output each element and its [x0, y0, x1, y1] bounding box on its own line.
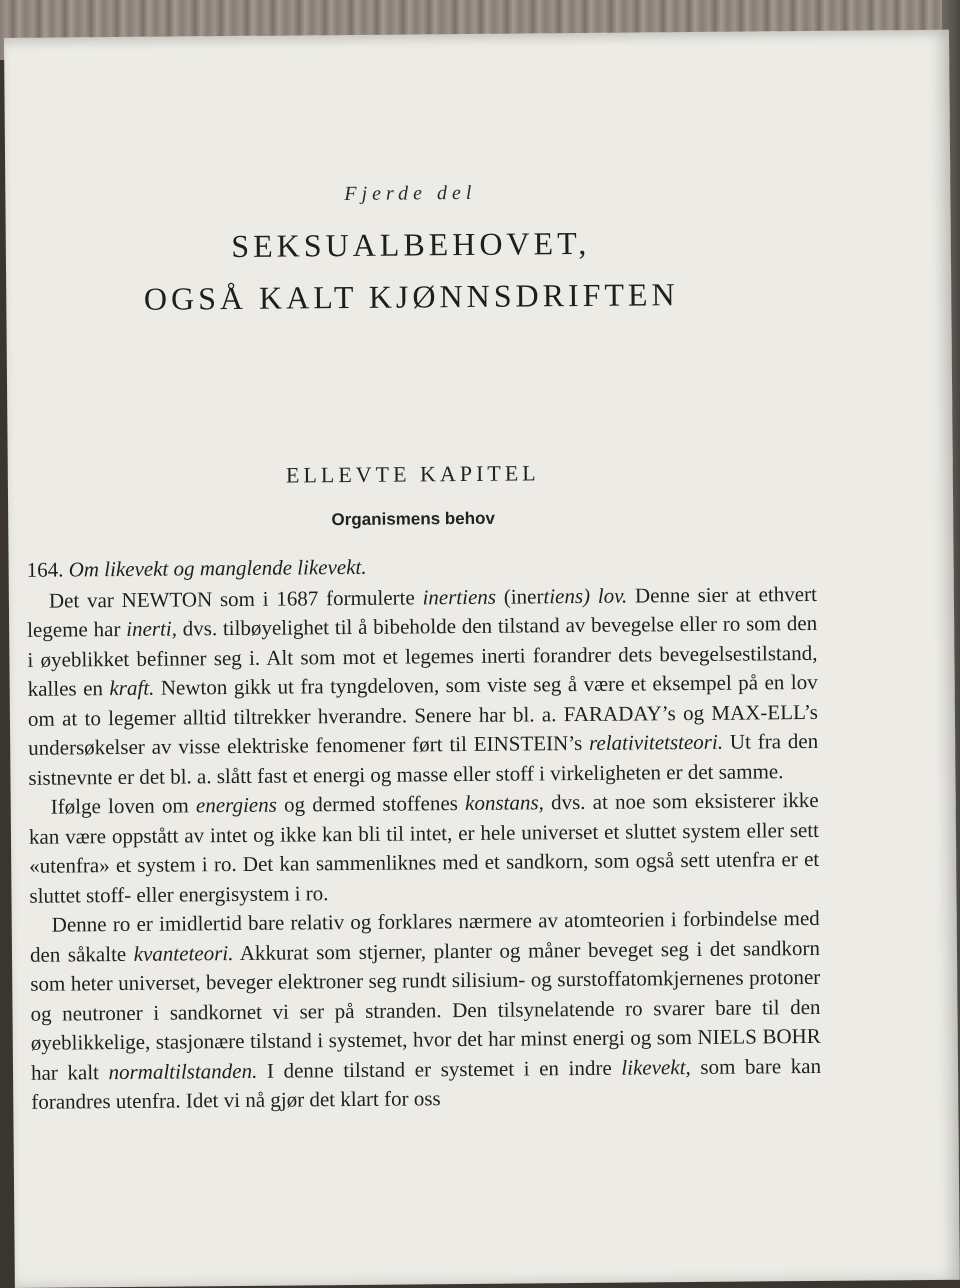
text-run: dvs. tilbøyelighet til å bibeholde den tilstand av bevegelse eller ro som den i øyeblikket befinner seg i. Alt som mot et legemes inerti forandrer dets bevegelsestilstand, kalles en	[27, 610, 818, 701]
text-run: dvs. at noe som eksisterer ikke kan være oppstått av intet og ikke kan bli til intet, er hele universet et sluttet system eller sett «utenfra» et system i ro. Det kan sammenliknes med et sandkorn, som også sett utenfra er et sluttet stoff- eller energisystem i ro.	[28, 787, 820, 908]
text-run: Ut fra den sistnevnte er det bl. a. slått fast et energi og masse eller stoff i virkeligheten er det samme.	[28, 728, 819, 790]
emphasis-text: kraft.	[109, 675, 155, 701]
paragraph	[30, 904, 822, 1117]
text-run: Newton gikk ut fra tyngdeloven, som viste seg å være et eksempel på en lov om at to legemer alltid tiltrekker hverandre. Senere har bl. a. FARADAY’s og MAX-ELL’s undersøkelser av visse elektriske fenomener ført til EINSTEIN’s	[27, 669, 819, 760]
chapter-heading: ELLEVTE KAPITEL	[285, 460, 540, 488]
emphasis-text: likevekt,	[621, 1054, 691, 1080]
body-text	[27, 549, 822, 1117]
emphasis-text: konstans,	[465, 790, 544, 816]
emphasis-text: inertiens	[422, 584, 497, 609]
text-run: (iner	[495, 583, 544, 609]
emphasis-text: normaltilstanden.	[108, 1058, 258, 1084]
text-run: Akkurat som stjerner, planter og måner beveget seg i det sandkorn som heter universet, beveger elektroner seg rundt silisium- og surstoffatomkjernenes protoner og neutroner i sandkornet vi ser på stranden. Den tilsynelatende ro svarer bare til den øyeblikkelige, stasjonære tilstand i systemet, hvor det har minst energi og som NIELS BOHR har kalt	[30, 935, 821, 1085]
text-run: I denne tilstand er systemet i en indre	[257, 1055, 622, 1083]
paragraphs	[27, 579, 822, 1117]
part-title	[6, 215, 817, 326]
section-number: 164.	[26, 557, 64, 582]
emphasis-text: kvanteteori.	[133, 940, 234, 966]
emphasis-text: tiens) lov.	[543, 583, 628, 608]
emphasis-text: relativitetsteori.	[588, 729, 724, 755]
emphasis-text: energiens	[195, 792, 277, 818]
section-title: Om likevekt og manglende likevekt.	[68, 554, 367, 582]
chapter-subtitle: Organismens behov	[331, 508, 496, 530]
emphasis-text: inerti,	[126, 616, 178, 641]
book-page	[4, 30, 960, 1288]
part-title-line-1: SEKSUALBEHOVET,	[231, 224, 591, 265]
part-title-line-2: OGSÅ KALT KJØNNSDRIFTEN	[143, 276, 679, 317]
part-label: Fjerde del	[344, 181, 477, 206]
text-run: som bare kan forandres utenfra. Idet vi nå gjør det klart for oss	[31, 1053, 822, 1114]
paragraph	[27, 579, 819, 792]
paragraph	[29, 786, 820, 911]
text-run: Denne ro er imidlertid bare relativ og forklares nærmere av atomteorien i forbindelse med den såkalte	[29, 905, 820, 967]
text-run: Ifølge loven om	[50, 793, 197, 819]
text-run: Denne sier at ethvert legeme har	[27, 581, 817, 642]
text-run: og dermed stoffenes	[276, 791, 466, 817]
text-run: Det var NEWTON som i 1687 formulerte	[48, 584, 423, 613]
